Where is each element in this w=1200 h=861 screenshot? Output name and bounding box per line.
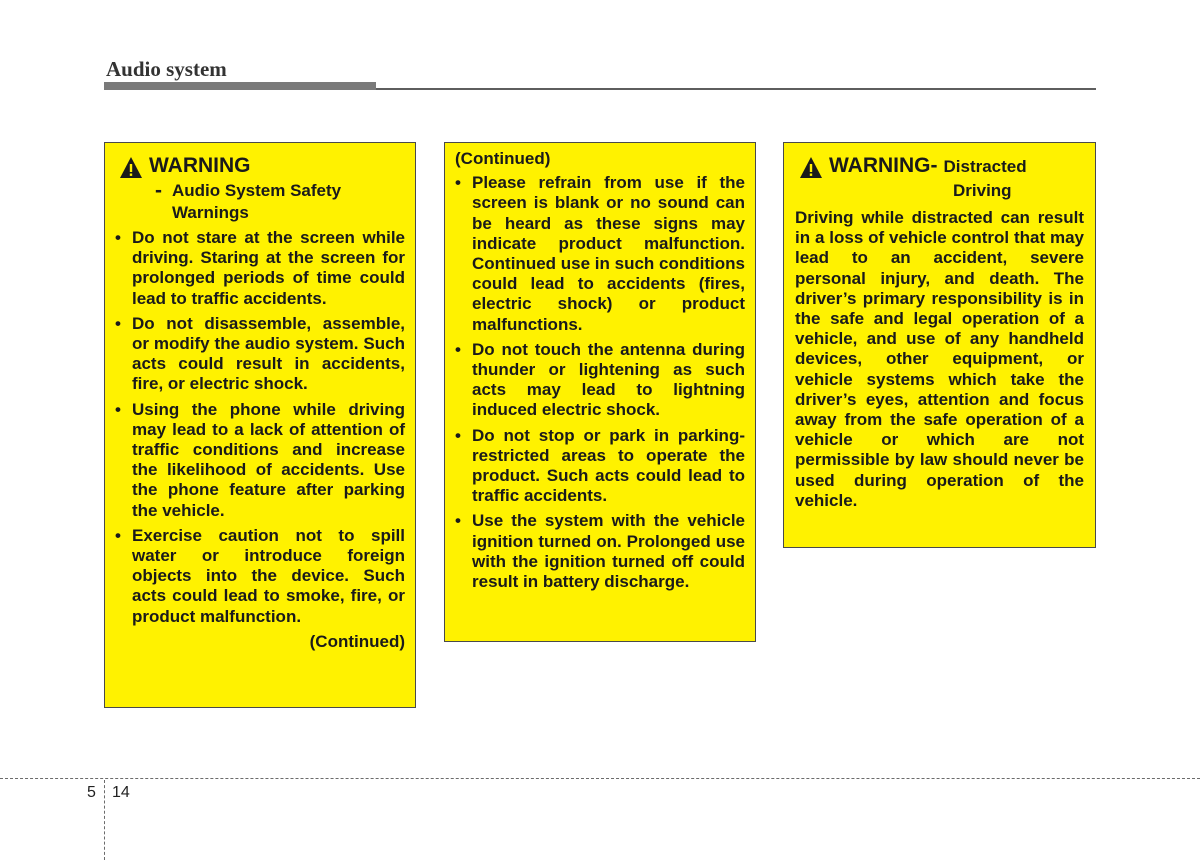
warning-triangle-icon — [799, 156, 823, 180]
warning-heading — [115, 154, 405, 180]
list-item: • Using the phone while driving may lead to a lack of attention of traffic conditions and increase the likelihood of accidents. Use the phone feature after parking the vehicle. — [115, 400, 405, 521]
list-item: • Use the system with the vehicle ignition turned on. Prolonged use with the ignition turned off could result in battery discharge. — [455, 511, 745, 592]
subtitle-line-2: Warnings — [172, 203, 249, 222]
footer-rule — [0, 778, 1200, 779]
warning-label: WARNING — [149, 154, 251, 177]
warning-title-block — [829, 154, 1027, 178]
warning-list — [115, 228, 405, 627]
subtitle-line-1: Audio System Safety — [172, 181, 342, 200]
warning-label: WARNING- — [829, 154, 938, 177]
list-item: • Please refrain from use if the screen is blank or no sound can be heard as these signs may indicate product malfunction. Continued use in such conditions could lead to accidents (fires, electric shock) or product malfunctions. — [455, 173, 745, 335]
subtitle-text — [172, 180, 341, 224]
subtitle-dash: - — [155, 179, 162, 202]
list-item: • Do not stop or park in parking-restricted areas to operate the product. Such acts could lead to traffic accidents. — [455, 426, 745, 507]
warning-triangle-icon — [119, 156, 143, 180]
footer-divider — [104, 780, 105, 860]
warning-subtitle — [155, 180, 405, 224]
list-item: • Exercise caution not to spill water or introduce foreign objects into the device. Such acts could lead to smoke, fire, or product malfunction. — [115, 526, 405, 627]
warning-paragraph: Driving while distracted can result in a loss of vehicle control that may lead to an accident, severe personal injury, and death. The driver’s primary responsibility is in the safe and legal operation of a vehicle, and use of any handheld devices, other equipment, or vehicle systems which take the driver’s eyes, attention and focus away from the safe operation of a vehicle or which are not permissible by law should never be used during operation of the vehicle. — [795, 208, 1084, 510]
continued-label: (Continued) — [455, 149, 551, 168]
subtitle-line-1: Distracted — [943, 157, 1027, 176]
header-rule-thin — [376, 88, 1096, 90]
list-item: • Do not touch the antenna during thunder or lightening as such acts may lead to lightning induced electric shock. — [455, 340, 745, 421]
continued-warning-box — [444, 142, 756, 642]
list-item: • Do not stare at the screen while driving. Staring at the screen for prolonged periods of time could lead to traffic accidents. — [115, 228, 405, 309]
chapter-number: 5 — [87, 784, 96, 801]
distracted-driving-warning-box — [783, 142, 1096, 548]
warning-heading — [795, 154, 1084, 180]
list-item: • Do not disassemble, assemble, or modify the audio system. Such acts could result in accidents, fire, or electric shock. — [115, 314, 405, 395]
subtitle-line-2: Driving — [953, 181, 1012, 200]
audio-safety-warning-box — [104, 142, 416, 708]
page-number: 14 — [112, 784, 130, 801]
section-title: Audio system — [106, 57, 227, 81]
header-rule-thick — [104, 82, 376, 90]
warning-title-row — [829, 154, 1027, 178]
continued-note: (Continued) — [309, 631, 405, 651]
warning-list — [455, 173, 745, 592]
